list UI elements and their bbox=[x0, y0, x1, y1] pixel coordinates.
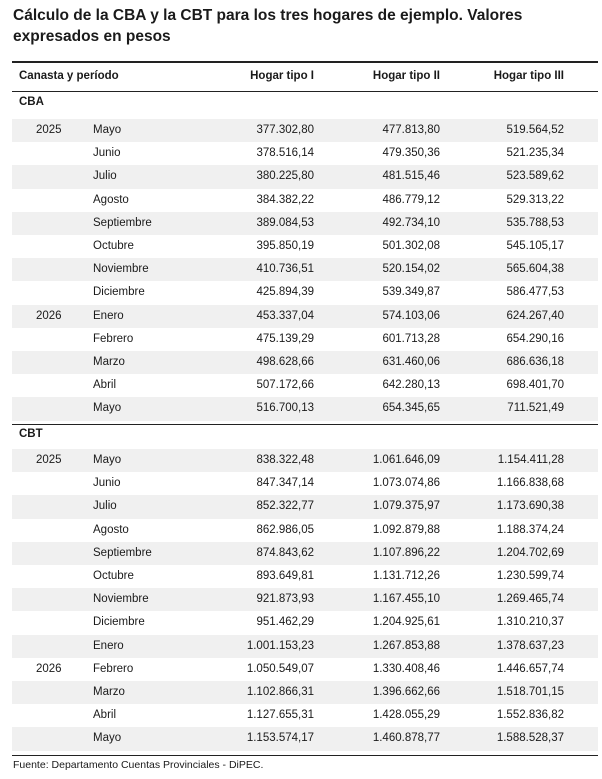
month-cell: Enero bbox=[93, 309, 124, 322]
hogar-2-cell: 574.103,06 bbox=[382, 309, 440, 322]
hogar-2-cell: 1.460.878,77 bbox=[372, 732, 440, 745]
hogar-2-cell: 492.734,10 bbox=[382, 216, 440, 229]
table-row bbox=[12, 374, 598, 397]
table-row bbox=[12, 189, 598, 212]
hogar-1-cell: 377.302,80 bbox=[256, 124, 314, 136]
hogar-1-cell: 951.462,29 bbox=[256, 616, 314, 629]
hogar-2-cell: 601.713,28 bbox=[382, 332, 440, 345]
hogar-1-cell: 395.850,19 bbox=[256, 240, 314, 252]
month-cell: Junio bbox=[93, 147, 121, 160]
month-cell: Enero bbox=[93, 639, 124, 652]
table-row bbox=[12, 519, 598, 542]
month-cell: Marzo bbox=[93, 686, 125, 698]
month-cell: Noviembre bbox=[93, 263, 149, 276]
hogar-2-cell: 1.428.055,29 bbox=[372, 709, 440, 722]
month-cell: Mayo bbox=[93, 732, 122, 745]
header-hogar-3: Hogar tipo III bbox=[493, 70, 564, 82]
section-label-cbt: CBT bbox=[19, 428, 43, 440]
month-cell: Septiembre bbox=[93, 216, 152, 229]
hogar-2-cell: 654.345,65 bbox=[382, 402, 440, 415]
year-cell: 2026 bbox=[36, 662, 62, 675]
month-cell: Octubre bbox=[93, 570, 134, 582]
year-cell: 2025 bbox=[36, 454, 62, 466]
hogar-2-cell: 1.092.879,88 bbox=[372, 523, 440, 536]
table-row bbox=[12, 681, 598, 704]
month-cell: Julio bbox=[93, 500, 117, 513]
hogar-3-cell: 535.788,53 bbox=[506, 216, 564, 229]
bottom-rule bbox=[12, 755, 598, 756]
table-row bbox=[12, 281, 598, 304]
table-row bbox=[12, 565, 598, 588]
month-cell: Septiembre bbox=[93, 546, 152, 559]
table-row bbox=[12, 495, 598, 518]
hogar-2-cell: 1.061.646,09 bbox=[372, 454, 440, 466]
table-row bbox=[12, 542, 598, 565]
hogar-1-cell: 1.102.866,31 bbox=[246, 686, 314, 698]
hogar-2-cell: 486.779,12 bbox=[382, 193, 440, 206]
header-hogar-2: Hogar tipo II bbox=[372, 70, 440, 82]
header-period: Canasta y período bbox=[19, 70, 119, 82]
hogar-1-cell: 475.139,29 bbox=[256, 332, 314, 345]
hogar-2-cell: 477.813,80 bbox=[382, 124, 440, 136]
hogar-3-cell: 1.204.702,69 bbox=[496, 546, 564, 559]
hogar-1-cell: 498.628,66 bbox=[256, 356, 314, 368]
month-cell: Agosto bbox=[93, 193, 129, 206]
table-header bbox=[12, 62, 598, 91]
hogar-2-cell: 520.154,02 bbox=[382, 263, 440, 276]
year-cell: 2025 bbox=[36, 124, 62, 136]
hogar-3-cell: 523.589,62 bbox=[506, 170, 564, 183]
month-cell: Noviembre bbox=[93, 593, 149, 606]
month-cell: Abril bbox=[93, 709, 117, 722]
table-row bbox=[12, 165, 598, 188]
month-cell: Febrero bbox=[93, 332, 134, 345]
hogar-2-cell: 539.349,87 bbox=[382, 286, 440, 299]
hogar-2-cell: 1.167.455,10 bbox=[372, 593, 440, 606]
hogar-1-cell: 389.084,53 bbox=[256, 216, 314, 229]
table-row bbox=[12, 635, 598, 658]
hogar-1-cell: 1.001.153,23 bbox=[246, 639, 314, 652]
hogar-1-cell: 507.172,66 bbox=[256, 379, 314, 392]
hogar-3-cell: 1.269.465,74 bbox=[496, 593, 564, 606]
hogar-1-cell: 852.322,77 bbox=[256, 500, 314, 513]
header-rule bbox=[12, 91, 598, 92]
hogar-3-cell: 1.188.374,24 bbox=[496, 523, 564, 536]
table-row bbox=[12, 142, 598, 165]
hogar-2-cell: 1.330.408,46 bbox=[372, 662, 440, 675]
month-cell: Julio bbox=[93, 170, 117, 183]
hogar-2-cell: 1.204.925,61 bbox=[372, 616, 440, 629]
table-row bbox=[12, 212, 598, 235]
hogar-3-cell: 698.401,70 bbox=[506, 379, 564, 392]
month-cell: Junio bbox=[93, 477, 121, 490]
hogar-2-cell: 1.073.074,86 bbox=[372, 477, 440, 490]
hogar-2-cell: 1.107.896,22 bbox=[372, 546, 440, 559]
hogar-3-cell: 624.267,40 bbox=[506, 309, 564, 322]
table-row bbox=[12, 258, 598, 281]
month-cell: Mayo bbox=[93, 454, 122, 466]
hogar-2-cell: 501.302,08 bbox=[382, 240, 440, 252]
hogar-1-cell: 838.322,48 bbox=[256, 454, 314, 466]
source-note: Fuente: Departamento Cuentas Provinciales - DiPEC. bbox=[13, 759, 264, 771]
hogar-1-cell: 378.516,14 bbox=[256, 147, 314, 160]
hogar-3-cell: 1.446.657,74 bbox=[496, 662, 564, 675]
hogar-2-cell: 479.350,36 bbox=[382, 147, 440, 160]
hogar-1-cell: 1.153.574,17 bbox=[246, 732, 314, 745]
hogar-3-cell: 1.588.528,37 bbox=[496, 732, 564, 745]
hogar-1-cell: 874.843,62 bbox=[256, 546, 314, 559]
table-row bbox=[12, 588, 598, 611]
table-row bbox=[12, 658, 598, 681]
hogar-1-cell: 384.382,22 bbox=[256, 193, 314, 206]
year-cell: 2026 bbox=[36, 309, 62, 322]
month-cell: Abril bbox=[93, 379, 117, 392]
hogar-3-cell: 1.230.599,74 bbox=[496, 570, 564, 582]
table-row bbox=[12, 397, 598, 420]
hogar-1-cell: 453.337,04 bbox=[256, 309, 314, 322]
month-cell: Agosto bbox=[93, 523, 129, 536]
hogar-2-cell: 1.267.853,88 bbox=[372, 639, 440, 652]
hogar-1-cell: 425.894,39 bbox=[256, 286, 314, 299]
hogar-3-cell: 1.173.690,38 bbox=[496, 500, 564, 513]
hogar-1-cell: 1.050.549,07 bbox=[246, 662, 314, 675]
header-hogar-1: Hogar tipo I bbox=[250, 70, 314, 82]
hogar-3-cell: 521.235,34 bbox=[506, 147, 564, 160]
hogar-1-cell: 847.347,14 bbox=[256, 477, 314, 490]
hogar-3-cell: 1.154.411,28 bbox=[497, 454, 564, 466]
hogar-2-cell: 642.280,13 bbox=[382, 379, 440, 392]
hogar-3-cell: 711.521,49 bbox=[507, 402, 564, 415]
month-cell: Mayo bbox=[93, 402, 122, 415]
hogar-3-cell: 519.564,52 bbox=[506, 124, 564, 136]
table-row bbox=[12, 328, 598, 351]
hogar-2-cell: 481.515,46 bbox=[382, 170, 440, 183]
hogar-3-cell: 586.477,53 bbox=[506, 286, 564, 299]
table-row bbox=[12, 611, 598, 634]
hogar-2-cell: 1.079.375,97 bbox=[372, 500, 440, 513]
table-row bbox=[12, 727, 598, 750]
month-cell: Diciembre bbox=[93, 616, 145, 629]
table-row bbox=[12, 305, 598, 328]
table-title: Cálculo de la CBA y la CBT para los tres hogares de ejemplo. Valores expresados en pesos bbox=[13, 7, 523, 45]
section-divider bbox=[12, 424, 598, 425]
table-row bbox=[12, 472, 598, 495]
hogar-3-cell: 686.636,18 bbox=[506, 356, 564, 368]
hogar-3-cell: 565.604,38 bbox=[506, 263, 564, 276]
month-cell: Diciembre bbox=[93, 286, 145, 299]
section-label-cba: CBA bbox=[19, 96, 44, 108]
hogar-2-cell: 1.396.662,66 bbox=[372, 686, 440, 698]
hogar-1-cell: 410.736,51 bbox=[256, 263, 314, 276]
table-row bbox=[12, 119, 598, 142]
hogar-3-cell: 529.313,22 bbox=[506, 193, 564, 206]
hogar-3-cell: 1.310.210,37 bbox=[496, 616, 564, 629]
table-row bbox=[12, 704, 598, 727]
month-cell: Febrero bbox=[93, 662, 134, 675]
hogar-1-cell: 516.700,13 bbox=[256, 402, 314, 415]
hogar-1-cell: 893.649,81 bbox=[256, 570, 314, 582]
hogar-1-cell: 921.873,93 bbox=[256, 593, 314, 606]
table-row bbox=[12, 449, 598, 472]
hogar-1-cell: 380.225,80 bbox=[256, 170, 314, 183]
hogar-3-cell: 1.166.838,68 bbox=[496, 477, 564, 490]
month-cell: Marzo bbox=[93, 356, 125, 368]
month-cell: Mayo bbox=[93, 124, 122, 136]
table-row bbox=[12, 235, 598, 258]
hogar-3-cell: 1.552.836,82 bbox=[496, 709, 564, 722]
hogar-2-cell: 1.131.712,26 bbox=[372, 570, 440, 582]
hogar-3-cell: 545.105,17 bbox=[506, 240, 564, 252]
hogar-1-cell: 862.986,05 bbox=[256, 523, 314, 536]
hogar-1-cell: 1.127.655,31 bbox=[246, 709, 314, 722]
month-cell: Octubre bbox=[93, 240, 134, 252]
hogar-3-cell: 1.518.701,15 bbox=[496, 686, 564, 698]
hogar-3-cell: 1.378.637,23 bbox=[496, 639, 564, 652]
table-row bbox=[12, 351, 598, 374]
hogar-2-cell: 631.460,06 bbox=[382, 356, 440, 368]
hogar-3-cell: 654.290,16 bbox=[506, 332, 564, 345]
